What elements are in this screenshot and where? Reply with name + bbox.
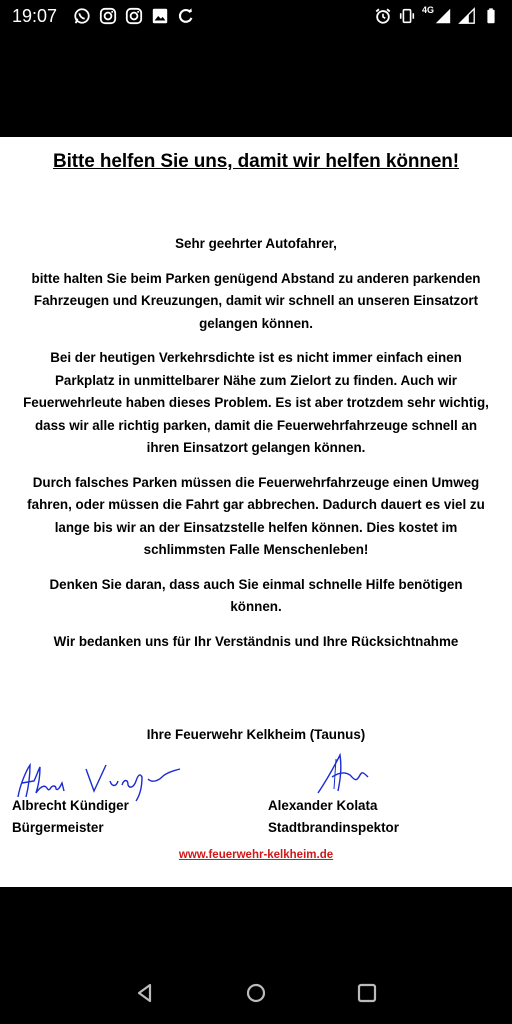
signatory-mayor xyxy=(12,757,212,839)
paragraph-traffic: Bei der heutigen Verkehrsdichte ist es nicht immer einfach einen Parkplatz in unmittelbarer Nähe zum Zielort zu finden. Auch wir Feuerwehrleute haben dieses Problem. Es ist aber trotzdem sehr wichtig, dass wir alle richtig parken, damit die Feuerwehrfahrzeuge schnell an ihren Einsatzort gelangen können. xyxy=(23,350,489,455)
instagram-icon xyxy=(99,7,117,25)
signature-mayor xyxy=(12,757,192,805)
home-icon xyxy=(245,982,267,1004)
navigation-bar xyxy=(0,962,512,1024)
paragraph-reminder: Denken Sie daran, dass auch Sie einmal schnelle Hilfe benötigen können. xyxy=(49,576,463,614)
document-body xyxy=(22,233,490,631)
salutation: Sehr geehrter Autofahrer, xyxy=(175,236,337,251)
back-button[interactable] xyxy=(125,973,165,1013)
flyer-document xyxy=(0,137,512,887)
recents-button[interactable] xyxy=(347,973,387,1013)
thanks-text: Wir bedanken uns für Ihr Verständnis und Ihre Rücksichtnahme xyxy=(53,634,459,649)
signal-icon xyxy=(458,7,476,25)
closing-text: Ihre Feuerwehr Kelkheim (Taunus) xyxy=(146,727,366,742)
sync-icon xyxy=(177,7,195,25)
gallery-icon xyxy=(151,7,169,25)
status-left xyxy=(12,6,195,27)
paragraph-parking: bitte halten Sie beim Parken genügend Abstand zu anderen parkenden Fahrzeugen und Kreuzungen, damit wir schnell an unseren Einsatzort gelangen können. xyxy=(31,270,481,331)
signatory-fire-inspector xyxy=(268,745,468,839)
fire-inspector-role: Stadtbrandinspektor xyxy=(268,820,399,835)
fire-inspector-name: Alexander Kolata xyxy=(268,798,378,813)
paragraph-consequences: Durch falsches Parken müssen die Feuerwehrfahrzeuge einen Umweg fahren, oder müssen die Fahrt gar abbrechen. Dadurch dauert es viel zu lange bis wir an der Einsatzstelle helfen können. Dies kostet im schlimmsten Falle Menschenleben! xyxy=(27,474,485,557)
signal-icon xyxy=(434,7,452,25)
alarm-icon xyxy=(374,7,392,25)
network-type: 4G xyxy=(421,5,434,15)
vibrate-icon xyxy=(398,7,416,25)
website-link[interactable]: www.feuerwehr-kelkheim.de xyxy=(178,849,334,861)
mayor-role: Bürgermeister xyxy=(12,820,104,835)
recents-icon xyxy=(356,982,378,1004)
home-button[interactable] xyxy=(236,973,276,1013)
status-bar xyxy=(0,0,512,32)
whatsapp-icon xyxy=(73,7,91,25)
mayor-name: Albrecht Kündiger xyxy=(12,798,129,813)
document-title: Bitte helfen Sie uns, damit wir helfen können! xyxy=(52,151,460,172)
signature-fire-inspector xyxy=(268,745,388,797)
status-right xyxy=(374,7,500,25)
status-time: 19:07 xyxy=(12,5,58,26)
instagram-icon xyxy=(125,7,143,25)
battery-icon xyxy=(482,7,500,25)
back-icon xyxy=(134,982,156,1004)
